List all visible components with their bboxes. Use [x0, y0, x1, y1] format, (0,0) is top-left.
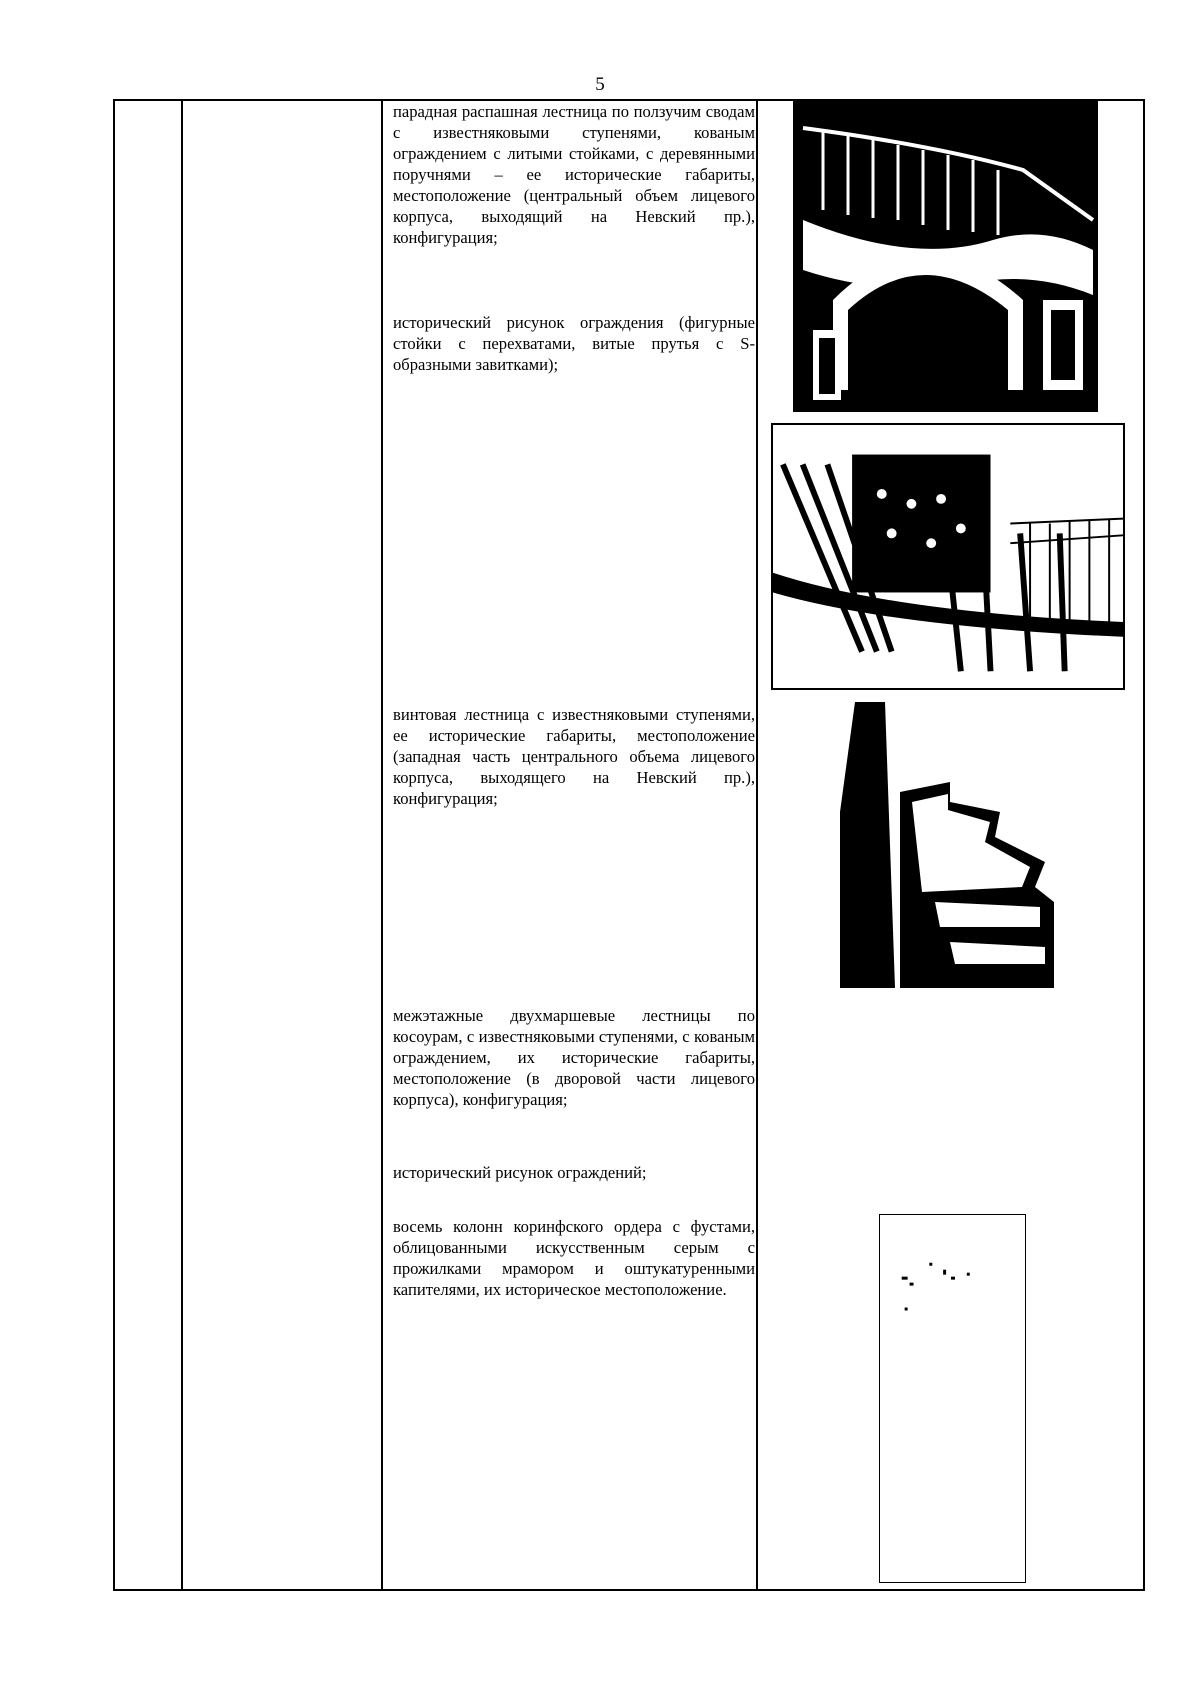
item-spiral-staircase: винтовая лестница с известняковыми ступенями, ее исторические габариты, местоположение (западная часть центрального объема лицевого корпуса, выходящего на Невский пр.), конфигурация;: [393, 705, 755, 808]
page-number: 5: [595, 74, 605, 95]
item-grand-staircase: парадная распашная лестница по ползучим сводам с известняковыми ступенями, кованым ограждением с литыми стойками, с деревянными поручнями – ее исторические габариты, местоположение (центральный объем лицевого корпуса, выходящий на Невский пр.), конфигурация;: [393, 102, 755, 247]
column-divider-3: [756, 101, 758, 1589]
item-interfloor-staircases: межэтажные двухмаршевые лестницы по косоурам, с известняковыми ступенями, с кованым ограждением, их исторические габариты, местоположение (в дворовой части лицевого корпуса), конфигурация;: [393, 1006, 755, 1109]
column-divider-2: [381, 101, 383, 1589]
item-railings-pattern: исторический рисунок ограждений;: [393, 1163, 647, 1182]
photo-spiral-staircase: [840, 702, 1054, 988]
photo-railing-detail: [771, 423, 1125, 690]
item-railing-pattern: исторический рисунок ограждения (фигурные стойки с перехватами, витые прутья с S-образными завитками);: [393, 313, 755, 374]
photo-column: [879, 1214, 1026, 1583]
photo-grand-staircase: [793, 100, 1098, 412]
column-divider-1: [181, 101, 183, 1589]
item-corinthian-columns: восемь колонн коринфского ордера с фустами, облицованными искусственным серым с прожилками мрамором и оштукатуренными капителями, их историческое местоположение.: [393, 1217, 755, 1299]
